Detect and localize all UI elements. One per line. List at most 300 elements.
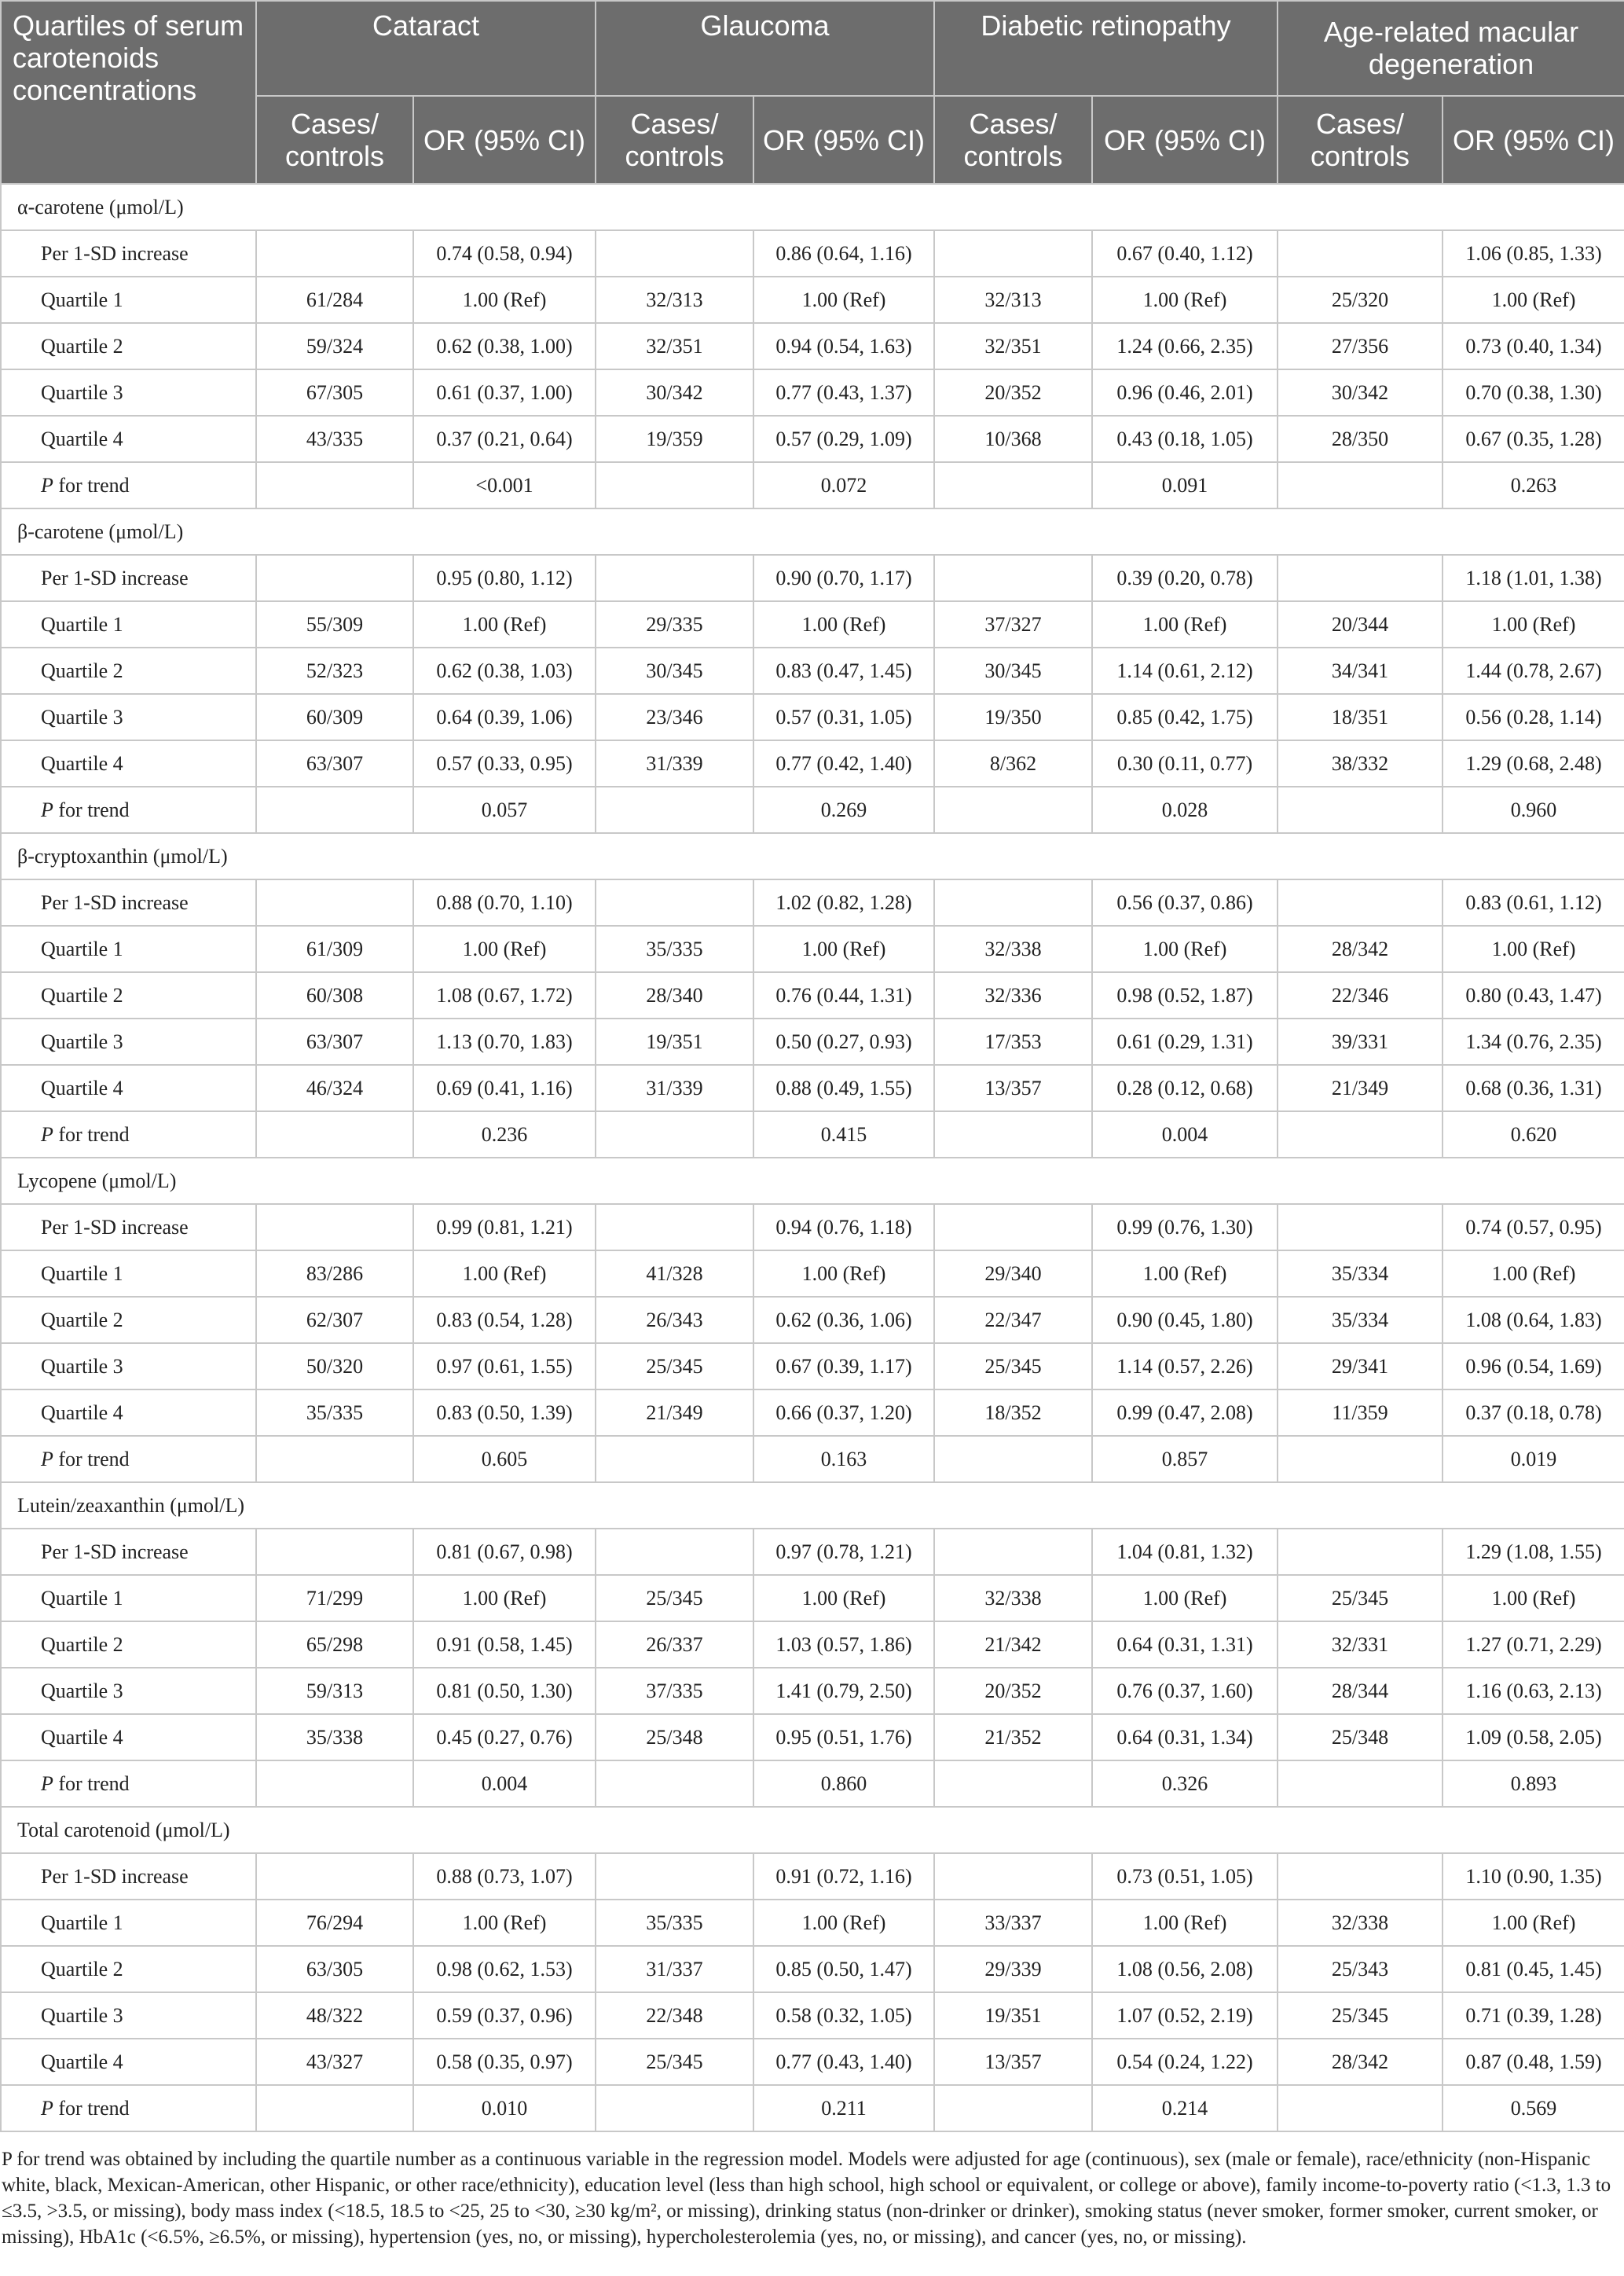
cases-cell: 29/341 [1278, 1343, 1443, 1389]
or-cell: 0.857 [1092, 1436, 1278, 1482]
cases-cell: 25/343 [1278, 1946, 1443, 1992]
or-cell: <0.001 [413, 462, 596, 508]
cases-cell: 20/344 [1278, 601, 1443, 648]
or-cell: 0.90 (0.45, 1.80) [1092, 1297, 1278, 1343]
or-cell: 1.24 (0.66, 2.35) [1092, 323, 1278, 369]
cases-cell [934, 462, 1092, 508]
cases-cell: 26/337 [596, 1621, 753, 1668]
cases-cell: 67/305 [256, 369, 413, 416]
cases-cell: 22/348 [596, 1992, 753, 2039]
table-row [1, 416, 1624, 462]
section-row [1, 1807, 1624, 1853]
or-cell: 0.28 (0.12, 0.68) [1092, 1065, 1278, 1111]
cases-cell [256, 230, 413, 277]
row-label-text: for trend [53, 1447, 130, 1470]
or-cell: 1.34 (0.76, 2.35) [1443, 1019, 1624, 1065]
section-title: Lutein/zeaxanthin (μmol/L) [1, 1482, 1624, 1529]
table-row [1, 1297, 1624, 1343]
cases-cell: 28/342 [1278, 926, 1443, 972]
table-row [1, 555, 1624, 601]
cases-cell: 59/324 [256, 323, 413, 369]
or-cell: 0.64 (0.39, 1.06) [413, 694, 596, 740]
or-cell: 1.00 (Ref) [1092, 1250, 1278, 1297]
row-label: Quartile 4 [1, 2039, 256, 2085]
cases-cell [1278, 1529, 1443, 1575]
or-cell: 1.00 (Ref) [753, 1250, 934, 1297]
cases-cell: 25/345 [1278, 1575, 1443, 1621]
or-cell: 1.44 (0.78, 2.67) [1443, 648, 1624, 694]
or-cell: 0.91 (0.58, 1.45) [413, 1621, 596, 1668]
or-cell: 0.99 (0.76, 1.30) [1092, 1204, 1278, 1250]
cases-cell [934, 1529, 1092, 1575]
table-row [1, 1389, 1624, 1436]
table-footnote: P for trend was obtained by including the quartile number as a continuous variable in the regression model. Models were adjusted for age (continuous), sex (male or female), race/ethnicity (non-Hispanic white, black, Mexican-American, other Hispanic, or other race/ethnicity), education level (less than high school, high school or equivalent, or college or above), family income-to-poverty ratio (<1.3, 1.3 to ≤3.5, >3.5, or missing), body mass index (<18.5, 18.5 to <25, 25 to <30, ≥30 kg/m², or missing), drinking status (non-drinker or drinker), smoking status (never smoker, former smoker, current smoker, or missing), HbA1c (<6.5%, ≥6.5%, or missing), hypertension (yes, no, or missing), hypercholesterolemia (yes, no, or missing), and cancer (yes, no, or missing). [2, 2149, 1611, 2248]
or-cell: 0.98 (0.62, 1.53) [413, 1946, 596, 1992]
cases-cell: 33/337 [934, 1900, 1092, 1946]
cases-cell [934, 787, 1092, 833]
row-label: Quartile 1 [1, 1575, 256, 1621]
cases-cell: 21/349 [596, 1389, 753, 1436]
or-cell: 1.00 (Ref) [753, 1900, 934, 1946]
or-cell: 1.04 (0.81, 1.32) [1092, 1529, 1278, 1575]
or-cell: 0.94 (0.54, 1.63) [753, 323, 934, 369]
table-row [1, 740, 1624, 787]
cases-cell: 25/345 [934, 1343, 1092, 1389]
cases-cell: 28/342 [1278, 2039, 1443, 2085]
or-cell: 0.77 (0.43, 1.40) [753, 2039, 934, 2085]
row-label: Quartile 4 [1, 1714, 256, 1760]
or-cell: 1.00 (Ref) [413, 1575, 596, 1621]
section-title: β-carotene (μmol/L) [1, 508, 1624, 555]
or-cell: 0.50 (0.27, 0.93) [753, 1019, 934, 1065]
cases-cell [256, 2085, 413, 2131]
or-cell: 0.74 (0.57, 0.95) [1443, 1204, 1624, 1250]
cases-cell [1278, 1853, 1443, 1900]
or-cell: 0.96 (0.54, 1.69) [1443, 1343, 1624, 1389]
row-label: Per 1-SD increase [1, 1529, 256, 1575]
cases-cell: 29/335 [596, 601, 753, 648]
or-cell: 0.67 (0.39, 1.17) [753, 1343, 934, 1389]
cases-cell [596, 555, 753, 601]
or-cell: 0.83 (0.50, 1.39) [413, 1389, 596, 1436]
row-label: Quartile 2 [1, 1621, 256, 1668]
cases-cell: 63/305 [256, 1946, 413, 1992]
or-cell: 0.95 (0.51, 1.76) [753, 1714, 934, 1760]
subheader-or: OR (95% CI) [1443, 96, 1624, 184]
or-cell: 0.97 (0.61, 1.55) [413, 1343, 596, 1389]
cases-cell: 22/347 [934, 1297, 1092, 1343]
row-label-text: for trend [53, 798, 130, 821]
or-cell: 1.00 (Ref) [1092, 926, 1278, 972]
table-row [1, 1019, 1624, 1065]
or-cell: 0.58 (0.32, 1.05) [753, 1992, 934, 2039]
cases-cell: 23/346 [596, 694, 753, 740]
row-label: Quartile 4 [1, 740, 256, 787]
cases-cell: 30/345 [596, 648, 753, 694]
or-cell: 0.61 (0.37, 1.00) [413, 369, 596, 416]
cases-cell [596, 2085, 753, 2131]
or-cell: 1.00 (Ref) [1092, 277, 1278, 323]
row-label-text: for trend [53, 473, 130, 497]
cases-cell [256, 1529, 413, 1575]
row-label: Quartile 1 [1, 277, 256, 323]
or-cell: 0.95 (0.80, 1.12) [413, 555, 596, 601]
or-cell: 0.960 [1443, 787, 1624, 833]
cases-cell [256, 787, 413, 833]
or-cell: 0.028 [1092, 787, 1278, 833]
or-cell: 0.019 [1443, 1436, 1624, 1482]
row-label: Quartile 3 [1, 694, 256, 740]
cases-cell: 30/342 [596, 369, 753, 416]
cases-cell: 63/307 [256, 1019, 413, 1065]
cases-cell: 20/352 [934, 369, 1092, 416]
or-cell: 0.214 [1092, 2085, 1278, 2131]
table-row [1, 1250, 1624, 1297]
or-cell: 1.00 (Ref) [413, 926, 596, 972]
or-cell: 1.08 (0.56, 2.08) [1092, 1946, 1278, 1992]
cases-cell: 83/286 [256, 1250, 413, 1297]
or-cell: 0.76 (0.44, 1.31) [753, 972, 934, 1019]
cases-cell: 35/334 [1278, 1297, 1443, 1343]
or-cell: 0.057 [413, 787, 596, 833]
cases-cell [256, 555, 413, 601]
cases-cell: 18/351 [1278, 694, 1443, 740]
cases-cell [256, 879, 413, 926]
table-row [1, 1065, 1624, 1111]
cases-cell: 39/331 [1278, 1019, 1443, 1065]
row-label: Quartile 3 [1, 369, 256, 416]
cases-cell [1278, 1204, 1443, 1250]
row-label: Quartile 2 [1, 1297, 256, 1343]
subheader-cases: Cases/ controls [596, 96, 753, 184]
or-cell: 0.072 [753, 462, 934, 508]
subheader-cases: Cases/ controls [256, 96, 413, 184]
or-cell: 0.61 (0.29, 1.31) [1092, 1019, 1278, 1065]
row-label: Quartile 2 [1, 1946, 256, 1992]
or-cell: 1.10 (0.90, 1.35) [1443, 1853, 1624, 1900]
table-row [1, 1946, 1624, 1992]
cases-cell [596, 1436, 753, 1482]
or-cell: 0.54 (0.24, 1.22) [1092, 2039, 1278, 2085]
cases-cell: 37/335 [596, 1668, 753, 1714]
cases-cell [256, 1204, 413, 1250]
or-cell: 1.00 (Ref) [1092, 1575, 1278, 1621]
header-glaucoma: Glaucoma [596, 1, 934, 96]
subheader-or: OR (95% CI) [1092, 96, 1278, 184]
cases-cell: 21/349 [1278, 1065, 1443, 1111]
or-cell: 0.83 (0.61, 1.12) [1443, 879, 1624, 926]
or-cell: 0.64 (0.31, 1.34) [1092, 1714, 1278, 1760]
or-cell: 0.67 (0.35, 1.28) [1443, 416, 1624, 462]
or-cell: 1.00 (Ref) [1443, 601, 1624, 648]
table-row [1, 462, 1624, 508]
cases-cell: 32/351 [934, 323, 1092, 369]
section-row [1, 508, 1624, 555]
row-label: Quartile 4 [1, 416, 256, 462]
row-label: Quartile 3 [1, 1668, 256, 1714]
table-row [1, 2085, 1624, 2131]
cases-cell [256, 1760, 413, 1807]
cases-cell [1278, 555, 1443, 601]
row-label: Quartile 1 [1, 926, 256, 972]
or-cell: 0.81 (0.45, 1.45) [1443, 1946, 1624, 1992]
row-label: Quartile 4 [1, 1065, 256, 1111]
cases-cell [1278, 230, 1443, 277]
or-cell: 1.13 (0.70, 1.83) [413, 1019, 596, 1065]
or-cell: 0.70 (0.38, 1.30) [1443, 369, 1624, 416]
cases-cell: 19/351 [934, 1992, 1092, 2039]
cases-cell: 28/350 [1278, 416, 1443, 462]
row-label: Per 1-SD increase [1, 555, 256, 601]
or-cell: 0.263 [1443, 462, 1624, 508]
cases-cell: 20/352 [934, 1668, 1092, 1714]
cases-cell: 32/338 [1278, 1900, 1443, 1946]
cases-cell: 32/338 [934, 1575, 1092, 1621]
row-label: Quartile 3 [1, 1343, 256, 1389]
cases-cell: 38/332 [1278, 740, 1443, 787]
or-cell: 1.29 (1.08, 1.55) [1443, 1529, 1624, 1575]
cases-cell: 17/353 [934, 1019, 1092, 1065]
row-label [1, 787, 256, 833]
or-cell: 1.00 (Ref) [1443, 926, 1624, 972]
or-cell: 0.269 [753, 787, 934, 833]
cases-cell: 61/309 [256, 926, 413, 972]
cases-cell [934, 879, 1092, 926]
or-cell: 0.860 [753, 1760, 934, 1807]
table-row [1, 1900, 1624, 1946]
table-row [1, 1714, 1624, 1760]
cases-cell: 25/348 [596, 1714, 753, 1760]
row-label: Quartile 2 [1, 972, 256, 1019]
row-label: Per 1-SD increase [1, 1204, 256, 1250]
or-cell: 0.43 (0.18, 1.05) [1092, 416, 1278, 462]
cases-cell [596, 1529, 753, 1575]
cases-cell: 19/351 [596, 1019, 753, 1065]
cases-cell [596, 1111, 753, 1158]
cases-cell: 21/352 [934, 1714, 1092, 1760]
or-cell: 0.87 (0.48, 1.59) [1443, 2039, 1624, 2085]
or-cell: 0.163 [753, 1436, 934, 1482]
subheader-or: OR (95% CI) [413, 96, 596, 184]
section-title: Total carotenoid (μmol/L) [1, 1807, 1624, 1853]
header-cataract: Cataract [256, 1, 596, 96]
row-label [1, 462, 256, 508]
cases-cell: 13/357 [934, 1065, 1092, 1111]
cases-cell: 35/334 [1278, 1250, 1443, 1297]
or-cell: 1.41 (0.79, 2.50) [753, 1668, 934, 1714]
or-cell: 1.00 (Ref) [753, 926, 934, 972]
p-italic: P [41, 2096, 53, 2120]
table-row [1, 1621, 1624, 1668]
table-row [1, 926, 1624, 972]
or-cell: 0.569 [1443, 2085, 1624, 2131]
cases-cell [596, 1760, 753, 1807]
or-cell: 1.00 (Ref) [1092, 601, 1278, 648]
or-cell: 0.80 (0.43, 1.47) [1443, 972, 1624, 1019]
cases-cell [596, 230, 753, 277]
or-cell: 0.37 (0.21, 0.64) [413, 416, 596, 462]
table-row [1, 648, 1624, 694]
row-label: Quartile 3 [1, 1019, 256, 1065]
cases-cell: 61/284 [256, 277, 413, 323]
cases-cell [934, 1436, 1092, 1482]
cases-cell: 41/328 [596, 1250, 753, 1297]
or-cell: 0.73 (0.40, 1.34) [1443, 323, 1624, 369]
table-row [1, 1111, 1624, 1158]
or-cell: 0.45 (0.27, 0.76) [413, 1714, 596, 1760]
table-row [1, 369, 1624, 416]
or-cell: 1.00 (Ref) [413, 277, 596, 323]
cases-cell: 27/356 [1278, 323, 1443, 369]
section-row [1, 184, 1624, 230]
or-cell: 1.00 (Ref) [413, 1250, 596, 1297]
cases-cell: 31/337 [596, 1946, 753, 1992]
cases-cell: 62/307 [256, 1297, 413, 1343]
or-cell: 1.02 (0.82, 1.28) [753, 879, 934, 926]
cases-cell: 26/343 [596, 1297, 753, 1343]
cases-cell: 32/351 [596, 323, 753, 369]
row-label: Quartile 2 [1, 323, 256, 369]
or-cell: 0.76 (0.37, 1.60) [1092, 1668, 1278, 1714]
corner-header: Quartiles of serum carotenoids concentrations [1, 1, 256, 184]
or-cell: 1.00 (Ref) [1092, 1900, 1278, 1946]
cases-cell: 48/322 [256, 1992, 413, 2039]
or-cell: 0.236 [413, 1111, 596, 1158]
subheader-cases: Cases/ controls [1278, 96, 1443, 184]
or-cell: 1.08 (0.64, 1.83) [1443, 1297, 1624, 1343]
or-cell: 0.83 (0.47, 1.45) [753, 648, 934, 694]
cases-cell: 32/338 [934, 926, 1092, 972]
p-italic: P [41, 1771, 53, 1795]
section-row [1, 1482, 1624, 1529]
or-cell: 1.00 (Ref) [753, 1575, 934, 1621]
or-cell: 0.96 (0.46, 2.01) [1092, 369, 1278, 416]
cases-cell: 35/338 [256, 1714, 413, 1760]
or-cell: 0.415 [753, 1111, 934, 1158]
or-cell: 0.94 (0.76, 1.18) [753, 1204, 934, 1250]
row-label [1, 1436, 256, 1482]
table-row [1, 1853, 1624, 1900]
cases-cell: 11/359 [1278, 1389, 1443, 1436]
or-cell: 0.59 (0.37, 0.96) [413, 1992, 596, 2039]
cases-cell: 13/357 [934, 2039, 1092, 2085]
cases-cell: 30/345 [934, 648, 1092, 694]
cases-cell [934, 555, 1092, 601]
table-row [1, 1668, 1624, 1714]
or-cell: 0.605 [413, 1436, 596, 1482]
or-cell: 1.00 (Ref) [1443, 1250, 1624, 1297]
or-cell: 0.99 (0.81, 1.21) [413, 1204, 596, 1250]
cases-cell: 32/331 [1278, 1621, 1443, 1668]
p-italic: P [41, 798, 53, 821]
cases-cell: 35/335 [256, 1389, 413, 1436]
or-cell: 0.64 (0.31, 1.31) [1092, 1621, 1278, 1668]
cases-cell: 25/345 [1278, 1992, 1443, 2039]
cases-cell [596, 1853, 753, 1900]
row-label: Per 1-SD increase [1, 879, 256, 926]
or-cell: 0.326 [1092, 1760, 1278, 1807]
or-cell: 0.39 (0.20, 0.78) [1092, 555, 1278, 601]
cases-cell: 30/342 [1278, 369, 1443, 416]
cases-cell: 50/320 [256, 1343, 413, 1389]
table-row [1, 601, 1624, 648]
cases-cell [1278, 879, 1443, 926]
cases-cell: 25/348 [1278, 1714, 1443, 1760]
table-row [1, 972, 1624, 1019]
row-label-text: for trend [53, 1122, 130, 1146]
or-cell: 0.004 [413, 1760, 596, 1807]
cases-cell: 37/327 [934, 601, 1092, 648]
or-cell: 0.37 (0.18, 0.78) [1443, 1389, 1624, 1436]
section-row [1, 1158, 1624, 1204]
cases-cell [1278, 1436, 1443, 1482]
or-cell: 0.57 (0.33, 0.95) [413, 740, 596, 787]
section-title: Lycopene (μmol/L) [1, 1158, 1624, 1204]
cases-cell [934, 2085, 1092, 2131]
cases-cell: 19/350 [934, 694, 1092, 740]
or-cell: 0.77 (0.43, 1.37) [753, 369, 934, 416]
cases-cell [934, 1111, 1092, 1158]
or-cell: 0.77 (0.42, 1.40) [753, 740, 934, 787]
or-cell: 0.66 (0.37, 1.20) [753, 1389, 934, 1436]
cases-cell: 25/345 [596, 1575, 753, 1621]
or-cell: 0.69 (0.41, 1.16) [413, 1065, 596, 1111]
table-row [1, 1436, 1624, 1482]
or-cell: 0.91 (0.72, 1.16) [753, 1853, 934, 1900]
or-cell: 0.57 (0.29, 1.09) [753, 416, 934, 462]
row-label: Per 1-SD increase [1, 230, 256, 277]
table-row [1, 1204, 1624, 1250]
or-cell: 1.16 (0.63, 2.13) [1443, 1668, 1624, 1714]
section-title: α-carotene (μmol/L) [1, 184, 1624, 230]
or-cell: 0.81 (0.50, 1.30) [413, 1668, 596, 1714]
cases-cell [596, 787, 753, 833]
cases-cell: 31/339 [596, 740, 753, 787]
cases-cell [256, 462, 413, 508]
table-header [1, 1, 1624, 184]
or-cell: 0.88 (0.73, 1.07) [413, 1853, 596, 1900]
cases-cell [934, 1204, 1092, 1250]
row-label: Quartile 1 [1, 1900, 256, 1946]
row-label-text: for trend [53, 2096, 130, 2120]
or-cell: 1.00 (Ref) [753, 277, 934, 323]
row-label-text: for trend [53, 1771, 130, 1795]
or-cell: 0.56 (0.37, 0.86) [1092, 879, 1278, 926]
cases-cell: 25/320 [1278, 277, 1443, 323]
table-row [1, 787, 1624, 833]
table-row [1, 230, 1624, 277]
or-cell: 0.004 [1092, 1111, 1278, 1158]
or-cell: 0.56 (0.28, 1.14) [1443, 694, 1624, 740]
or-cell: 1.18 (1.01, 1.38) [1443, 555, 1624, 601]
or-cell: 1.03 (0.57, 1.86) [753, 1621, 934, 1668]
cases-cell: 28/340 [596, 972, 753, 1019]
cases-cell: 31/339 [596, 1065, 753, 1111]
or-cell: 1.00 (Ref) [413, 601, 596, 648]
or-cell: 1.00 (Ref) [1443, 277, 1624, 323]
or-cell: 0.71 (0.39, 1.28) [1443, 1992, 1624, 2039]
or-cell: 0.98 (0.52, 1.87) [1092, 972, 1278, 1019]
cases-cell [596, 879, 753, 926]
or-cell: 1.09 (0.58, 2.05) [1443, 1714, 1624, 1760]
or-cell: 0.88 (0.49, 1.55) [753, 1065, 934, 1111]
or-cell: 0.57 (0.31, 1.05) [753, 694, 934, 740]
cases-cell: 65/298 [256, 1621, 413, 1668]
cases-cell: 10/368 [934, 416, 1092, 462]
or-cell: 0.81 (0.67, 0.98) [413, 1529, 596, 1575]
cases-cell: 29/339 [934, 1946, 1092, 1992]
cases-cell: 76/294 [256, 1900, 413, 1946]
